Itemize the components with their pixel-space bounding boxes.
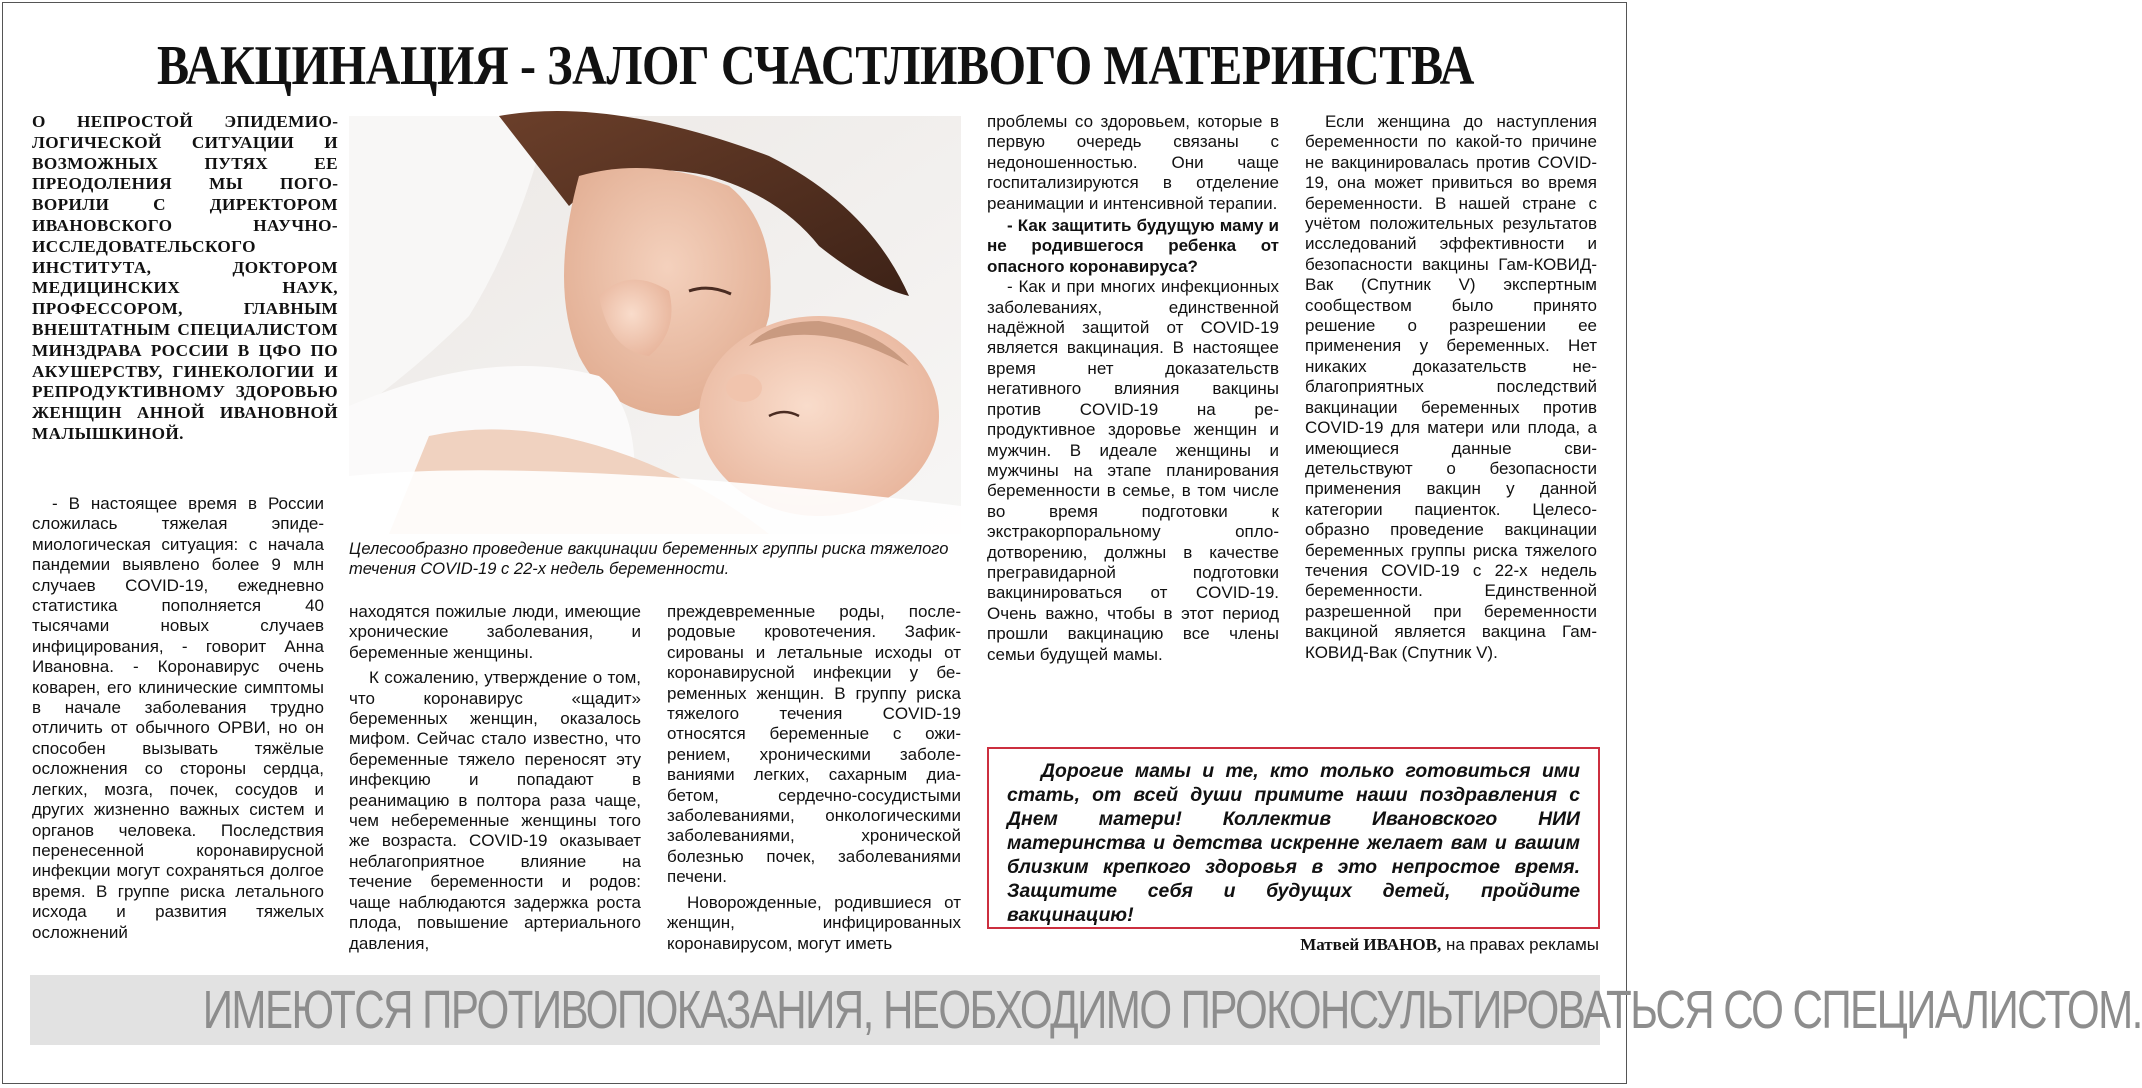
column-1-paragraph: - В настоящее время в России сложилась тяжелая эпидемиологическая ситуация: с начала пандемии выявлено более 9 млн случаев COVID-19, ежедневно статистика пополняется 40 тысячами новых случаев инфицирования, - говорит Анна Ивановна. - Коронавирус очень коварен, его клинические симптомы в начале заболевания трудно отличить от обычного ОРВИ, но он способен вызывать тяжёлые осложнения со стороны сердца, легких, мозга, почек, сосудов и других жизненно важных систем и органов человека. Последствия перенесенной коронавирусной инфекции могут сохраняться долгое время. В группе риска летального исхода и развития тяжелых осложнений — [32, 494, 324, 942]
signature — [1300, 934, 1599, 956]
headline: ВАКЦИНАЦИЯ - ЗАЛОГ СЧАСТЛИВОГО МАТЕРИНСТВА — [157, 35, 1474, 97]
column-2 — [349, 602, 641, 954]
column-5-paragraph: Если женщина до наступления беременности по какой-то причине не вакцинировалась против COVID-19, она может привиться во время беременности. В нашей стране с учётом положительных результатов исследований эффективности и безопасности вакцины Гам-КОВИД-Вак (Спутник V) экспертным сообществом было принято решение о разрешении ее применения у беременных. Нет никаких доказательств неблагоприятных последствий вакцинации беременных против COVID-19 для матери или плода, а имеющиеся данные свидетельствуют о безопасности применения вакцин у данной категории пациенток. Целесообразно проведение вакцинации беременных группы риска тяжелого течения COVID-19 с 22-х недель беременности. Единственной разрешенной при беременности вакциной является вакцина Гам-КОВИД-Вак (Спутник V). — [1305, 112, 1597, 662]
advertising-note: на правах рекламы — [1445, 935, 1599, 954]
column-4 — [987, 112, 1279, 665]
photo-illustration — [349, 116, 961, 534]
column-4-paragraph-1: проблемы со здоровьем, которые в первую очередь связаны с недоношенностью. Они чаще госпитализируются в отделение реанимации и интенсивной терапии. — [987, 112, 1279, 213]
photo-caption: Целесообразно проведение вакцинации беременных группы риска тяжелого течения COVID-19 с 22-х недель беременности. — [349, 540, 949, 578]
column-3-paragraph-1: преждевременные роды, послеродовые кровотечения. Зафиксированы и летальные исходы от коронавирусной инфекции у беременных женщин. В группу риска тяжелого течения COVID-19 относятся беременные с ожирением, хроническими заболеваниями легких, сахарным диабетом, сердечно-сосудистыми заболеваниями, онкологическими заболеваниями, хронической болезнью почек, заболеваниями печени. — [667, 602, 961, 887]
greeting-box — [987, 747, 1600, 929]
greeting-text: Дорогие мамы и те, кто только готовиться ими стать, от всей души примите наши поздравления с Днем матери! Коллектив Ивановского НИИ материнства и детства искренне желает вам и вашим близким крепкого здоровья в это непростое время. Защитите себя и будущих детей, пройдите вакцинацию! — [1007, 760, 1580, 926]
lead-paragraph: О НЕПРОСТОЙ ЭПИДЕМИОЛОГИЧЕСКОЙ СИТУАЦИИ И ВОЗМОЖНЫХ ПУТЯХ ЕЕ ПРЕОДОЛЕНИЯ МЫ ПОГОВОРИЛИ С ДИРЕКТОРОМ ИВАНОВСКОГО НАУЧНО-ИССЛЕДОВАТЕЛЬСКОГО ИНСТИТУТА, ДОКТОРОМ МЕДИЦИНСКИХ НАУК, ПРОФЕССОРОМ, ГЛАВНЫМ ВНЕШТАТНЫМ СПЕЦИАЛИСТОМ МИНЗДРАВА РОССИИ В ЦФО ПО АКУШЕРСТВУ, ГИНЕКОЛОГИИ И РЕПРОДУКТИВНОМУ ЗДОРОВЬЮ ЖЕНЩИН АННОЙ ИВАНОВНОЙ МАЛЫШКИНОЙ. — [32, 112, 338, 443]
column-5 — [1305, 112, 1597, 663]
disclaimer-text: ИМЕЮТСЯ ПРОТИВОПОКАЗАНИЯ, НЕОБХОДИМО ПРОКОНСУЛЬТИРОВАТЬСЯ СО СПЕЦИАЛИСТОМ. — [202, 980, 2142, 1040]
question-heading: - Как защитить будущую маму и не родившегося ребенка от опасного коронавируса? — [987, 216, 1279, 276]
column-3 — [667, 602, 961, 954]
photo-mother-and-baby — [349, 116, 961, 534]
column-3-paragraph-2: Новорожденные, родившиеся от женщин, инфицированных коронавирусом, могут иметь — [667, 892, 961, 953]
column-2-paragraph-1: находятся пожилые люди, имеющие хронические заболевания, и беременные женщины. — [349, 602, 641, 662]
column-2-paragraph-2: К сожалению, утверждение о том, что коронавирус «щадит» беременных женщин, оказалось мифом. Сейчас стало известно, что беременные тяжело переносят эту инфекцию и попадают в реанимацию в полтора раза чаще, чем небеременные женщины того же возраста. COVID-19 оказывает неблагоприятное влияние на течение беременности и родов: чаще наблюдаются задержка роста плода, повышение артериального давления, — [349, 668, 641, 953]
author-name: Матвей ИВАНОВ, — [1300, 935, 1442, 954]
column-4-paragraph-2: - Как и при многих инфекционных заболеваниях, единственной надёжной защитой от COVID-19 является вакцинация. В настоящее время нет доказательств негативного влияния вакцины против COVID-19 на репродуктивное здоровье женщин и мужчин. В идеале женщины и мужчины на этапе планирования беременности в семье, в том числе во время подготовки к экстракорпоральному оплодотворению, должны в качестве прегравидарной подготовки вакцинироваться от COVID-19. Очень важно, чтобы в этот период прошли вакцинацию все члены семьи будущей мамы. — [987, 277, 1279, 664]
column-1 — [32, 494, 324, 943]
